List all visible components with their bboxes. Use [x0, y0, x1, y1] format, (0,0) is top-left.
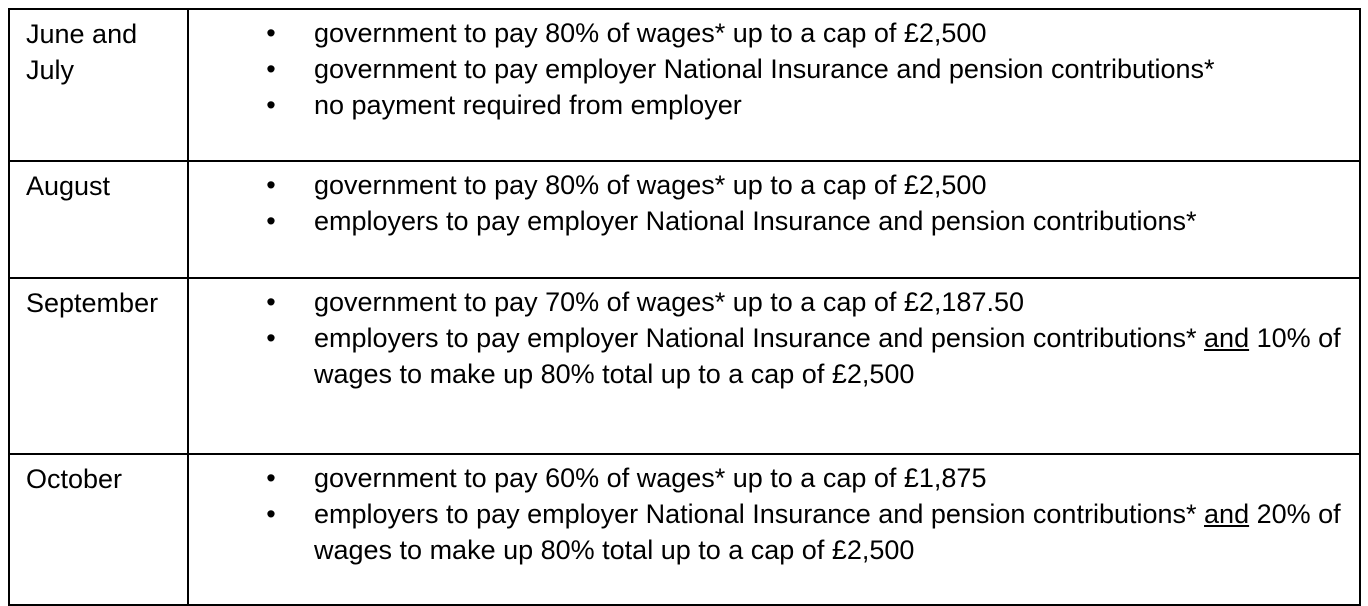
month-label: September — [26, 288, 159, 318]
bullet-list — [189, 167, 1351, 239]
bullet-icon: • — [266, 463, 276, 493]
bullet-icon: • — [266, 90, 276, 120]
list-item — [189, 203, 1351, 239]
month-cell — [9, 278, 188, 454]
month-cell — [9, 454, 188, 605]
item-text: government to pay 80% of wages* up to a cap of £2,500 — [314, 170, 987, 200]
details-cell — [188, 278, 1360, 454]
bullet-list — [189, 460, 1351, 568]
details-cell — [188, 454, 1360, 605]
item-text-continued: 10% of wages to make up 80% total up to a cap of £2,500 — [314, 323, 1341, 389]
bullet-icon: • — [266, 54, 276, 84]
list-item — [189, 284, 1351, 320]
underlined-conjunction: and — [1204, 323, 1250, 353]
bullet-list — [189, 15, 1351, 123]
underlined-conjunction: and — [1204, 499, 1250, 529]
list-item — [189, 15, 1351, 51]
table-row — [9, 9, 1360, 161]
item-text: government to pay 70% of wages* up to a cap of £2,187.50 — [314, 287, 1024, 317]
bullet-icon: • — [266, 170, 276, 200]
item-text: government to pay 80% of wages* up to a cap of £2,500 — [314, 18, 987, 48]
bullet-icon: • — [266, 206, 276, 236]
bullet-icon: • — [266, 499, 276, 529]
table-row — [9, 161, 1360, 278]
month-label: June and July — [26, 19, 138, 85]
month-cell — [9, 161, 188, 278]
item-text: government to pay 60% of wages* up to a cap of £1,875 — [314, 463, 987, 493]
item-text: employers to pay employer National Insurance and pension contributions* — [314, 323, 1197, 353]
list-item — [189, 87, 1351, 123]
details-cell — [188, 161, 1360, 278]
list-item — [189, 167, 1351, 203]
item-text-continued: 20% of wages to make up 80% total up to a cap of £2,500 — [314, 499, 1341, 565]
month-label: August — [26, 171, 111, 201]
item-text: employers to pay employer National Insurance and pension contributions* — [314, 499, 1197, 529]
bullet-list — [189, 284, 1351, 392]
table-row — [9, 454, 1360, 605]
table-row — [9, 278, 1360, 454]
month-cell — [9, 9, 188, 161]
list-item — [189, 496, 1351, 568]
month-label: October — [26, 464, 123, 494]
list-item — [189, 51, 1351, 87]
item-text: government to pay employer National Insurance and pension contributions* — [314, 54, 1215, 84]
bullet-icon: • — [266, 323, 276, 353]
item-text: employers to pay employer National Insurance and pension contributions* — [314, 206, 1197, 236]
list-item — [189, 320, 1351, 392]
bullet-icon: • — [266, 287, 276, 317]
bullet-icon: • — [266, 18, 276, 48]
list-item — [189, 460, 1351, 496]
details-cell — [188, 9, 1360, 161]
furlough-schedule-table — [8, 8, 1361, 606]
item-text: no payment required from employer — [314, 90, 742, 120]
